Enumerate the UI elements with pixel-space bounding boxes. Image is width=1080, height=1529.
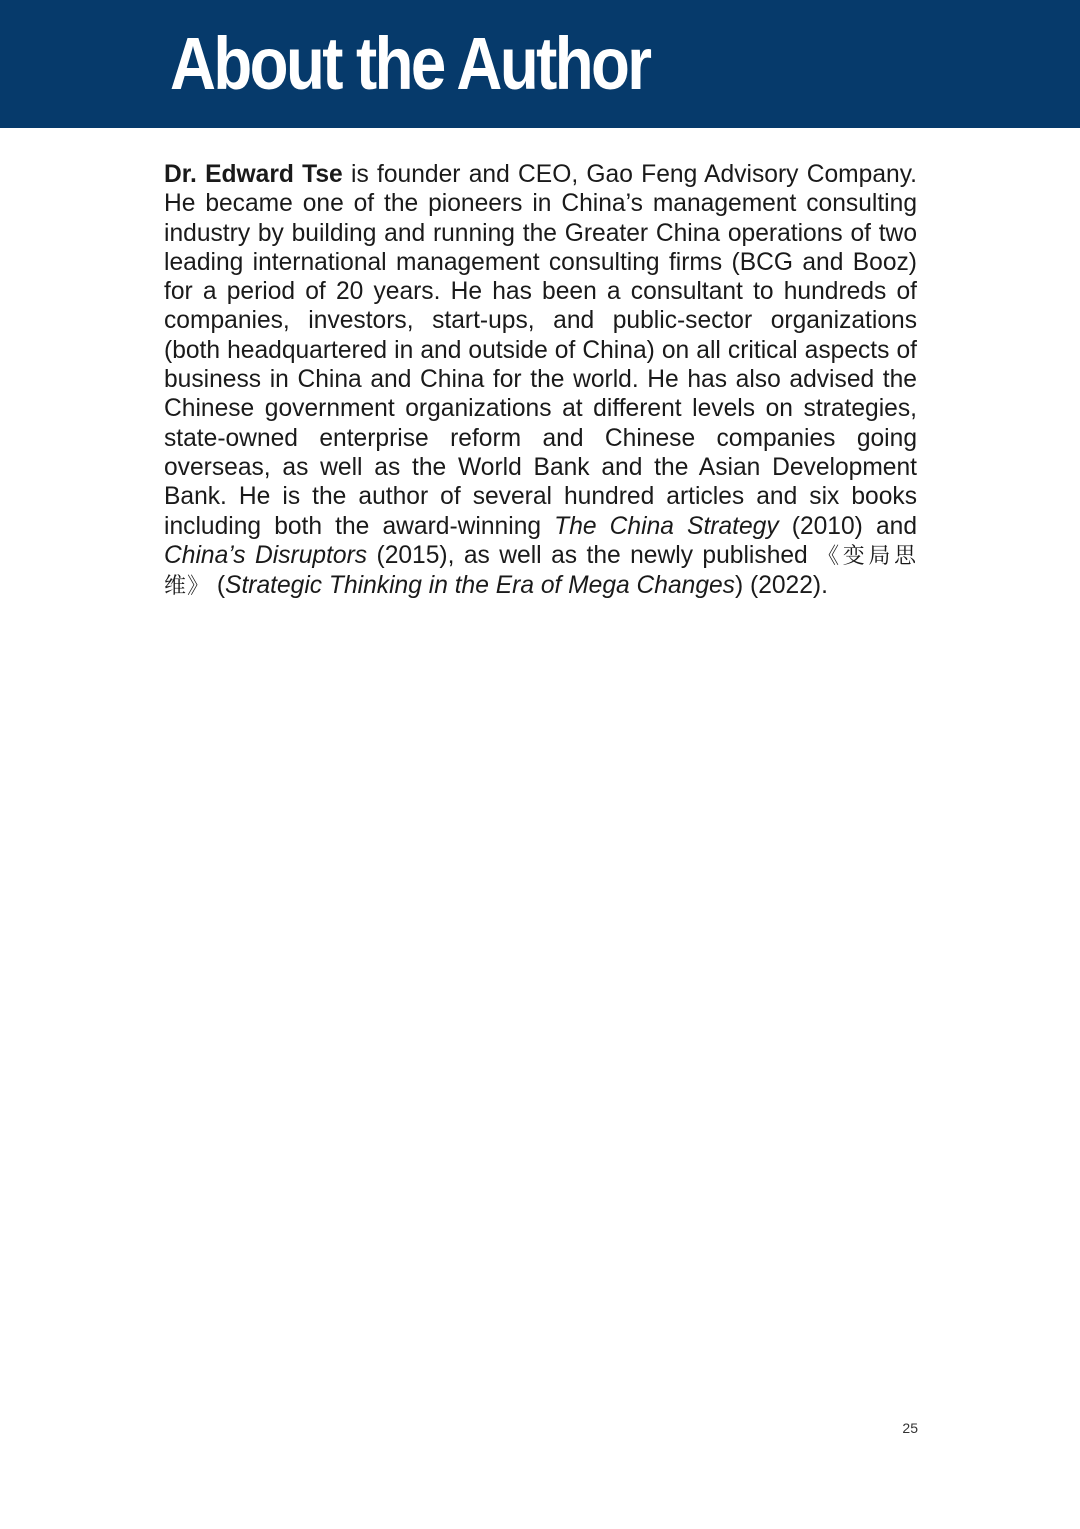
book-title-chinese: 《变局思维》 — [164, 543, 917, 600]
bio-text-1: is founder and CEO, Gao Feng Advisory Company. He became one of the pioneers in China’s management consulting industry by building and running the Greater China operations of two leading international management consulting firms (BCG and Booz) for a period of 20 years. He has been a consultant to hundreds of companies, investors, start-ups, and public-sector organizations (both headquartered in and outside of China) on all critical aspects of business in China and China for the world. He has also advised the Chinese government organizations at different levels on strategies, state-owned enterprise reform and Chinese companies going overseas, as well as the World Bank and the Asian Development Bank. He is the author of several hundred articles and six books including both the award-winning — [164, 161, 917, 540]
header-band — [0, 0, 1080, 128]
bio-text-2: (2010) and — [778, 512, 917, 540]
author-name: Dr. Edward Tse — [164, 161, 343, 188]
bio-text-3: (2015), as well as the newly published — [367, 541, 818, 569]
book-title-chinas-disruptors: China’s Disruptors — [164, 541, 368, 569]
book-title-china-strategy: The China Strategy — [554, 512, 779, 540]
page-title: About the Author — [170, 22, 650, 105]
bio-text-5: ) (2022). — [734, 572, 828, 600]
book-title-strategic-thinking: Strategic Thinking in the Era of Mega Changes — [225, 572, 735, 600]
bio-text-4: ( — [210, 572, 226, 600]
author-bio — [164, 160, 917, 601]
page-number: 25 — [902, 1420, 918, 1436]
